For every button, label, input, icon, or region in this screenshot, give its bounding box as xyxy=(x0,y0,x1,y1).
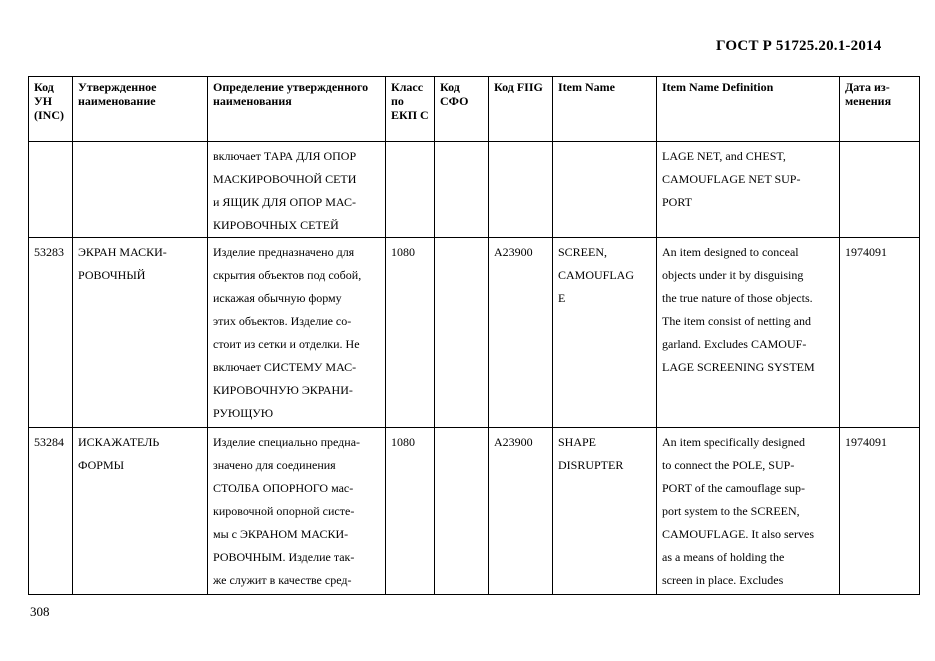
cell-definition: Изделие специально предна- значено для соединения СТОЛБА ОПОРНОГО мас- кировочной опорной систе- мы с ЭКРАНОМ МАСКИ- РОВОЧНЫМ. Изделие так- же служит в качестве сред- xyxy=(208,428,386,595)
nomenclature-table xyxy=(28,76,920,595)
cell-inc: 53283 xyxy=(29,238,73,428)
cell-definition: Изделие предназначено для скрытия объектов под собой, искажая обычную форму этих объектов. Изделие со- стоит из сетки и отделки. Не включает СИСТЕМУ МАС- КИРОВОЧНУЮ ЭКРАНИ- РУЮЩУЮ xyxy=(208,238,386,428)
cell-fiig xyxy=(489,142,553,238)
cell-item-name: SCREEN, CAMOUFLAG E xyxy=(553,238,657,428)
table-row xyxy=(29,142,920,238)
cell-item-name: SHAPE DISRUPTER xyxy=(553,428,657,595)
cell-sfo xyxy=(435,238,489,428)
page-number: 308 xyxy=(30,604,50,619)
cell-change-date xyxy=(840,142,920,238)
cell-item-name xyxy=(553,142,657,238)
col-header-item-name: Item Name xyxy=(553,77,657,142)
table-row xyxy=(29,428,920,595)
cell-change-date: 1974091 xyxy=(840,238,920,428)
cell-item-definition: LAGE NET, and CHEST, CAMOUFLAGE NET SUP- PORT xyxy=(657,142,840,238)
cell-definition: включает ТАРА ДЛЯ ОПОР МАСКИРОВОЧНОЙ СЕТИ и ЯЩИК ДЛЯ ОПОР МАС- КИРОВОЧНЫХ СЕТЕЙ xyxy=(208,142,386,238)
col-header-item-definition: Item Name Definition xyxy=(657,77,840,142)
table-header-row xyxy=(29,77,920,142)
cell-inc xyxy=(29,142,73,238)
cell-sfo xyxy=(435,142,489,238)
cell-sfo xyxy=(435,428,489,595)
cell-change-date: 1974091 xyxy=(840,428,920,595)
col-header-fiig: Код FIIG xyxy=(489,77,553,142)
cell-approved-name xyxy=(73,142,208,238)
col-header-definition: Определение утвержденного наименования xyxy=(208,77,386,142)
cell-item-definition: An item specifically designed to connect the POLE, SUP- PORT of the camouflage sup- port system to the SCREEN, CAMOUFLAGE. It also serves as a means of holding the screen in place. Excludes xyxy=(657,428,840,595)
document-code: ГОСТ Р 51725.20.1-2014 xyxy=(716,38,882,54)
col-header-class: Класс по ЕКП С xyxy=(386,77,435,142)
cell-approved-name: ИСКАЖАТЕЛЬ ФОРМЫ xyxy=(73,428,208,595)
cell-approved-name: ЭКРАН МАСКИ- РОВОЧНЫЙ xyxy=(73,238,208,428)
col-header-inc: Код УН (INC) xyxy=(29,77,73,142)
cell-fiig: A23900 xyxy=(489,238,553,428)
cell-class xyxy=(386,142,435,238)
cell-class: 1080 xyxy=(386,428,435,595)
col-header-approved-name: Утвержденное наименование xyxy=(73,77,208,142)
cell-class: 1080 xyxy=(386,238,435,428)
table-row xyxy=(29,238,920,428)
col-header-sfo: Код СФО xyxy=(435,77,489,142)
cell-fiig: A23900 xyxy=(489,428,553,595)
cell-item-definition: An item designed to conceal objects under it by disguising the true nature of those objects. The item consist of netting and garland. Excludes CAMOUF- LAGE SCREENING SYSTEM xyxy=(657,238,840,428)
cell-inc: 53284 xyxy=(29,428,73,595)
col-header-change-date: Дата из-менения xyxy=(840,77,920,142)
